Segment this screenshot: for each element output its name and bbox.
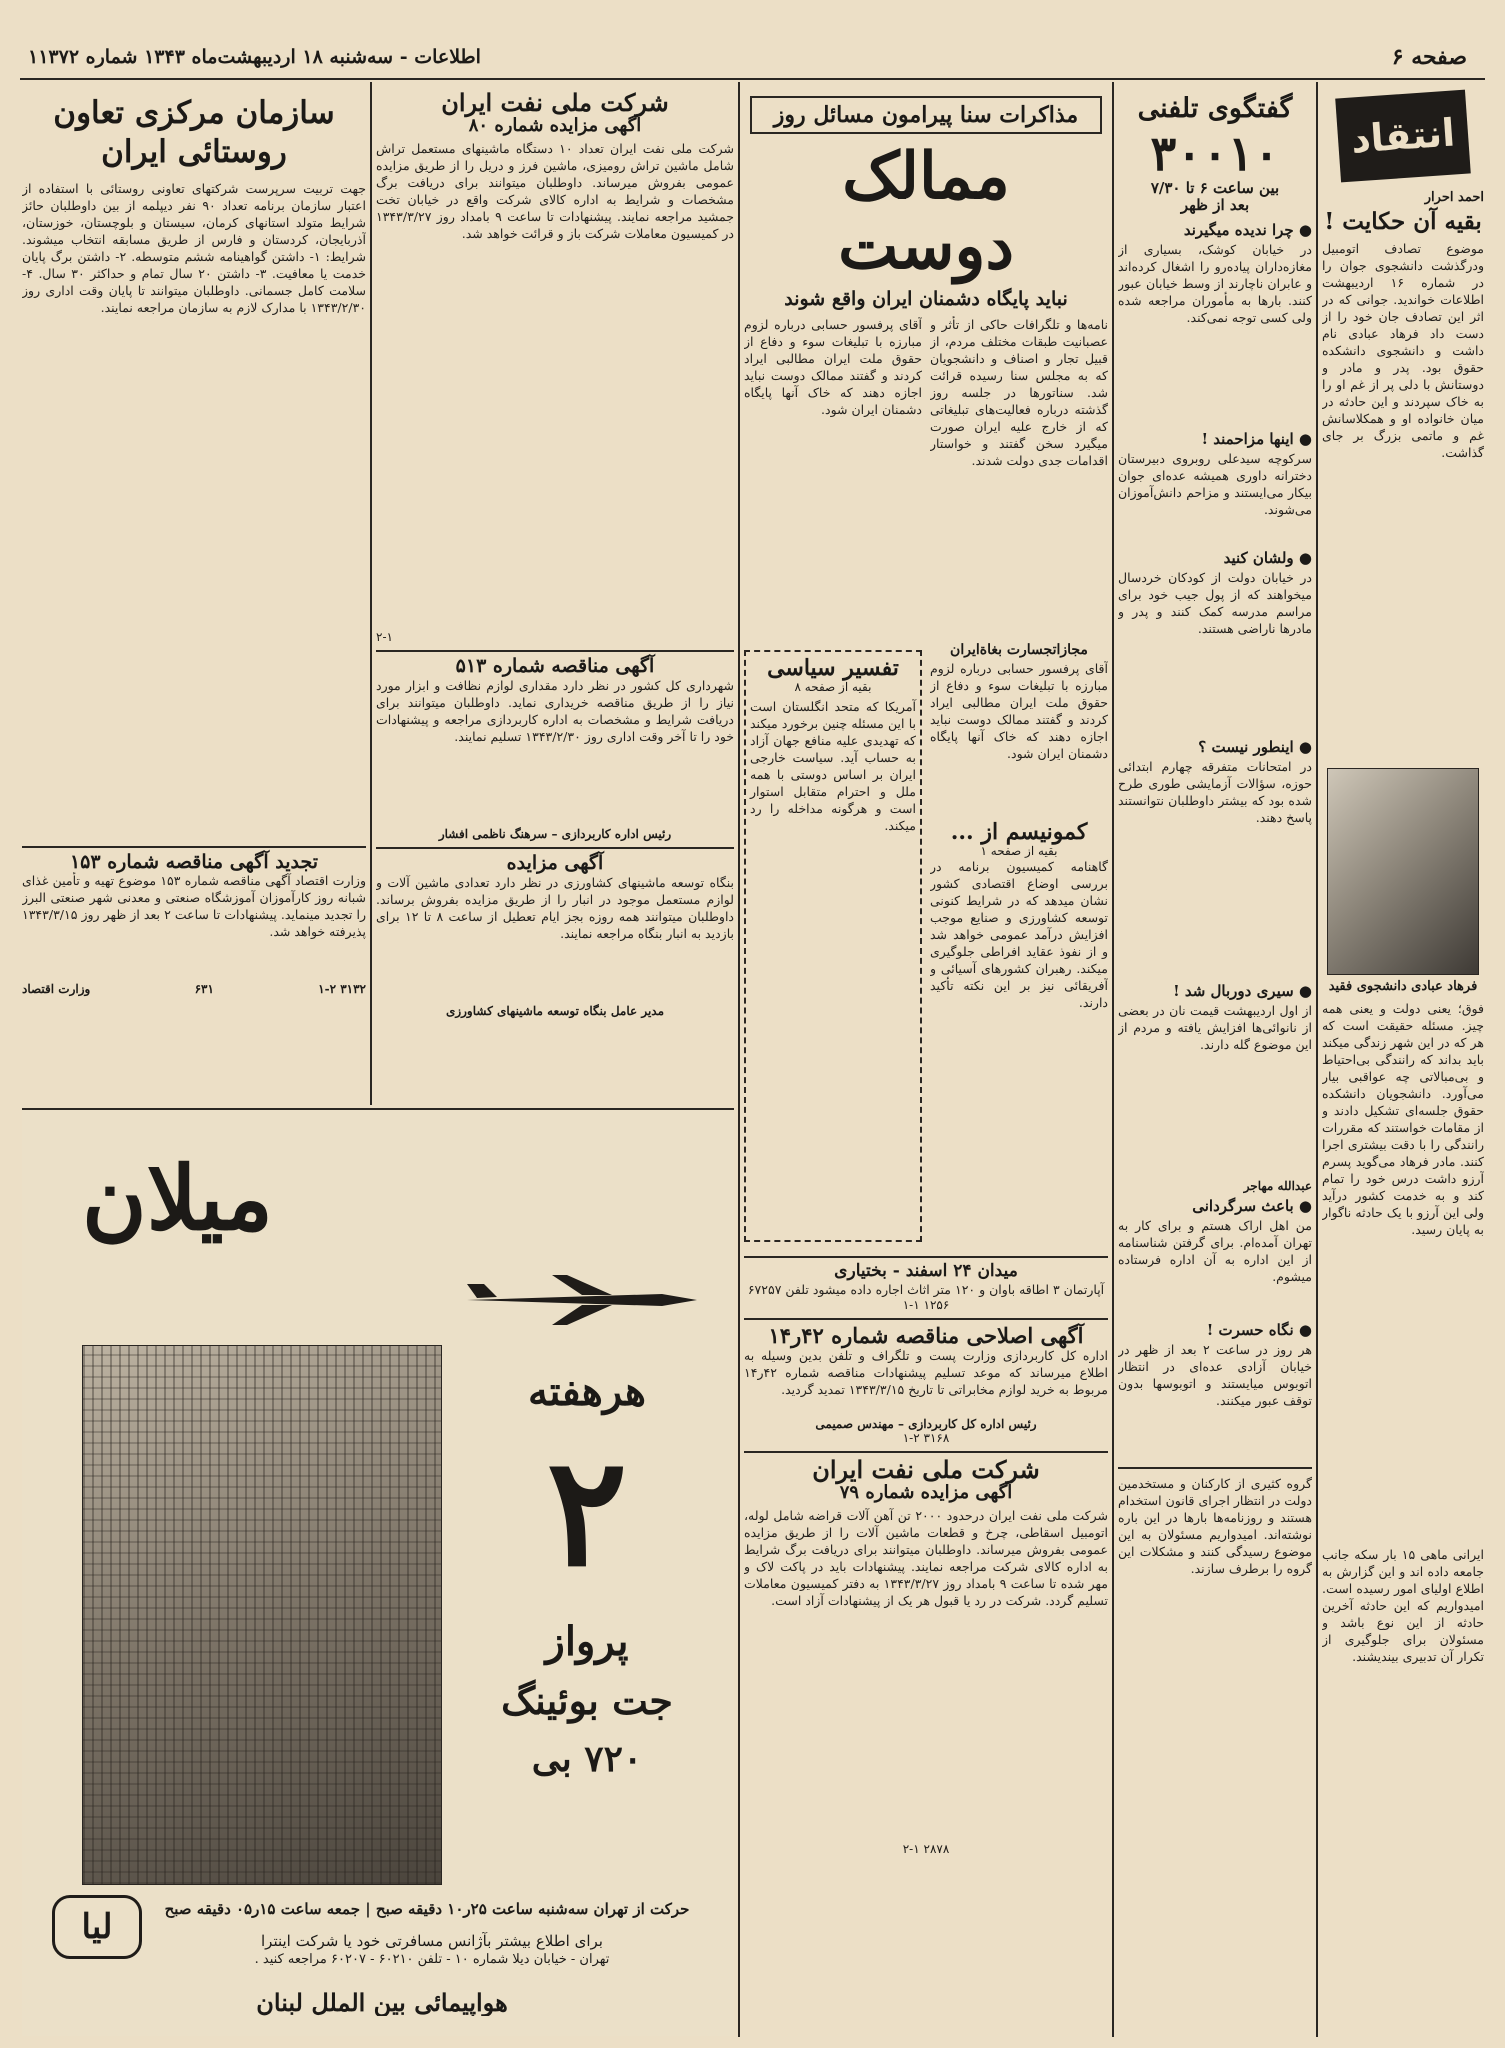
article-body-continued: فوق؛ یعنی دولت و یعنی همه چیز. مسئله حقیقت است که هر که در این شهر زندگی میکند باید بداند که رانندگی بی‌احتیاط و بی‌مبالاتی چه عواقبی بیار می‌آورد. دانشجویان دانشکده حقوق جلسه‌ای تشکیل دادند و از مقامات خواستند که مقررات رانندگی را با دقت بیشتری اجرا کنند. مادر فرهاد می‌گوید پسرم آرزو داشت درس خود را تمام کند و به خدمت کشور درآید ولی این آرزو با یک حادثه ناگوار به پایان رسید. — [1322, 1001, 1484, 1238]
tender-513-sign: رئیس اداره کاربردازی – سرهنگ ناظمی افشار — [438, 827, 672, 842]
column-critique — [1322, 86, 1484, 2036]
phone-item — [1118, 1321, 1312, 1461]
column-rule — [1316, 82, 1318, 2037]
signer: عبدالله مهاجر — [1243, 1179, 1312, 1194]
phone-item-text: در خیابان کوشک، بسیاری از مغازه‌داران پیاده‌رو را اشغال کرده‌اند و عابران ناچارند از وسط خیابان عبور کنند. بارها به مأموران مراجعه شده ولی کسی توجه نمی‌کند. — [1118, 242, 1312, 326]
airplane-icon — [462, 1270, 702, 1330]
phone-item-title: ● چرا ندیده میگیرند — [1183, 221, 1312, 240]
lia-logo — [52, 1895, 142, 1959]
tender-153-text: وزارت اقتصاد آگهی مناقصه شماره ۱۵۳ موضوع تهیه و تأمین غذای شبانه روز کارآموزان آموزشگاه صنعتی و معدنی شهر صنعتی البرز را تجدید مینماید. پیشنهادات تا ساعت ۲ بعد از ظهر روز ۱۳۴۳/۳/۱۵ پذیرفته خواهد شد. — [22, 873, 366, 940]
phone-item-title: ● ولشان کنید — [1223, 549, 1312, 568]
tender-153-code: ۳۱۳۲ ۱-۲ — [318, 982, 366, 997]
bottom-article: گروه کثیری از کارکنان و مستخدمین دولت در انتظار اجرای قانون استخدام هستند و روزنامه‌ها بارها در این باره نوشته‌اند. امیدواریم مسئولان به این موضوع رسیدگی کنند و مشکلات این گروه را برطرف سازند. — [1118, 1476, 1312, 1577]
phone-number: ۳۰۰۱۰ — [1150, 125, 1280, 182]
phone-item-text: در امتحانات متفرقه چهارم ابتدائی حوزه، سؤالات آزمایشی طوری طرح شده بود که بیشتر داوطلبان نتوانستند پاسخ دهند. — [1118, 759, 1312, 826]
senate-subhead: مجازاتجسارت بغاةایران — [950, 641, 1088, 658]
commentary-body: آمریکا که متحد انگلستان است با این مسئله چنین برخورد میکند که تهدیدی علیه منافع جهان آزاد به حساب آید. سیاست خارجی ایران بر اساس دوستی با همه ملل و احترام متقابل استوار است و هرگونه مداخله را رد میکند. — [750, 698, 916, 833]
ad-city: میلان — [82, 1146, 273, 1250]
ad-schedule: حرکت از تهران سه‌شنبه ساعت ۲۵ر۱۰ دقیقه صبح | جمعه ساعت ۱۵ر۰۵ دقیقه صبح — [164, 1900, 690, 1918]
phone-item-text: سرکوچه سیدعلی روبروی دبیرستان دخترانه داوری همیشه عده‌ای جوان بیکار می‌ایستند و مزاحم دانش‌آموزان می‌شوند. — [1118, 451, 1312, 518]
ad-model: ۷۲۰ بی — [531, 1738, 643, 1780]
communism-title: کمونیسم از ... — [950, 818, 1088, 845]
tender-153-code-2: ۶۳۱ — [194, 982, 214, 997]
divider — [376, 847, 734, 849]
critique-logo — [1335, 90, 1471, 183]
communism-body: گاهنامه کمیسیون برنامه در بررسی اوضاع اقتصادی کشور نشان میدهد که در شرایط کنونی توسعه کشاورزی و صنایع موجب افزایش درآمد عمومی خواهد شد و از نفوذ عقاید افراطی جلوگیری میکند. رهبران کشورهای آسیائی و آفریقائی نیز بر این نکته تأکید دارند. — [930, 858, 1108, 1010]
ad-plane: جت بوئینگ — [501, 1678, 673, 1723]
column-phone-talk — [1118, 86, 1312, 2036]
telecom-tender-code: ۳۱۶۸ ۱-۲ — [902, 1430, 950, 1445]
rent-ad-text: آپارتمان ۳ اطاقه باوان و ۱۲۰ متر اثاث اجاره داده میشود تلفن ۶۷۲۵۷ — [747, 1281, 1105, 1297]
senate-body-right: نامه‌ها و تلگرافات حاکی از تأثر و عصبانیت طبقات مختلف مردم، از قبیل تجار و اصناف و دانشجویان که به مجلس سنا رسیده قرائت شد. سناتورها در جلسه روز گذشته درباره فعالیت‌های تبلیغاتی که از خارج علیه ایران صورت میگیرد سخن گفتند و خواستار اقدامات جدی دولت شدند. — [930, 316, 1108, 468]
ad-flights: پرواز — [545, 1618, 629, 1665]
column-rule — [370, 82, 372, 1105]
phone-item — [1118, 1197, 1312, 1317]
telecom-tender-title: آگهی اصلاحی مناقصه شماره ۴۲ر۱۴ — [768, 1322, 1084, 1348]
nioc-80-sub: آگهی مزایده شماره ۸۰ — [468, 115, 642, 137]
senate-subtitle: نباید پایگاه دشمنان ایران واقع شوند — [784, 287, 1068, 310]
nioc-79-sub: آگهی مزایده شماره ۷۹ — [839, 1482, 1013, 1504]
nioc-79-code: ۲۸۷۸ ۲-۱ — [902, 1841, 950, 1856]
divider — [744, 1451, 1108, 1453]
lia-logo-text: لیا — [81, 1907, 113, 1947]
ad-number: ۲ — [546, 1424, 628, 1600]
tender-513-text: شهرداری کل کشور در نظر دارد مقداری لوازم نظافت و ابزار مورد نیاز را از طریق مناقصه خریداری نماید. داوطلبان میتوانند برای دریافت شرایط و مشخصات به اداره کاربردازی مراجعه و پیشنهادات خود را تا آخر وقت اداری روز ۱۳۴۳/۲/۳۰ تسلیم نمایند. — [376, 678, 734, 745]
auction-title: آگهی مزایده — [506, 852, 604, 875]
ad-airline: هواپیمائی بین الملل لبنان — [256, 1990, 508, 2017]
tender-153-title: تجدید آگهی مناقصه شماره ۱۵۳ — [69, 850, 319, 873]
phone-hours-2: بعد از ظهر — [1180, 195, 1250, 214]
nioc-79-text: شرکت ملی نفت ایران درحدود ۲۰۰۰ تن آهن آلات قراضه شامل لوله، اتومبیل اسقاطی، چرخ و قطعات ماشین آلات را از طریق مزایده عمومی بفروش میرساند. داوطلبان میتوانند برای دریافت برگ شرایط به اداره کالای شرکت مراجعه نمایند. پیشنهادات باید در پاکت لاک و مهر شده تا ساعت ۹ بامداد روز ۱۳۴۳/۳/۲۷ به دفتر کمیسیون معاملات تسلیم گردد. شرکت در رد یا قبول هر یک از پیشنهادات آزاد است. — [744, 1507, 1108, 1608]
cooperative-text: جهت تربیت سرپرست شرکتهای تعاونی روستائی با استفاده از اعتبار سازمان برنامه تعداد ۹۰ نفر دیپلمه از بین داوطلبان حائز شرایط متولد استانهای کرمان، سیستان و بلوچستان، خوزستان، آذربایجان، کردستان و فارس از طریق مسابقه انتخاب میشوند. شرایط: ۱- داشتن گواهینامه ششم متوسطه. ۲- داشتن برگ پایان خدمت یا معافیت. ۳- داشتن ۲۰ سال تمام و حداکثر ۳۰ سال. ۴- سلامت کامل جسمانی. داوطلبان میتوانند تا پایان وقت اداری روز ۱۳۴۳/۲/۳۰ با مدارک لازم به سازمان مراجعه نمایند. — [22, 180, 366, 315]
phone-item — [1118, 738, 1312, 978]
tender-513-title: آگهی مناقصه شماره ۵۱۳ — [455, 655, 655, 678]
column-cooperative — [22, 86, 366, 1106]
divider — [22, 846, 366, 848]
cooperative-title: سازمان مرکزی تعاون روستائی ایران — [53, 95, 335, 170]
phone-item-title: ● سیری دوربال شد ! — [1173, 982, 1312, 1001]
phone-item — [1118, 221, 1312, 426]
column-rule — [1112, 82, 1114, 2037]
divider — [1118, 1467, 1312, 1469]
divider — [744, 1256, 1108, 1258]
phone-item-title: ● اینها مزاحمند ! — [1201, 430, 1312, 449]
tender-153-footer — [22, 982, 366, 996]
commentary-title: تفسیر سیاسی — [767, 654, 899, 681]
rent-ad-code: ۱۲۵۶ ۱-۱ — [902, 1297, 950, 1312]
page-number: صفحه ۶ — [1391, 44, 1467, 70]
milan-flight-ad — [22, 1108, 734, 2036]
column-senate — [744, 86, 1108, 2036]
nioc-80-text: شرکت ملی نفت ایران تعداد ۱۰ دستگاه ماشینهای مستعمل تراش شامل ماشین تراش رومیزی، ماشین فرز و دریل را از طریق مزایده عمومی بفروش میرساند. داوطلبان میتوانند برای دریافت برگ مشخصات و شرایط به اداره کالای شرکت واقع در خیابان تخت جمشید مراجعه نمایند. پیشنهادات تا ساعت ۹ بامداد روز ۱۳۴۳/۳/۲۷ در کمیسیون معاملات شرکت باز و قرائت خواهد شد. — [376, 141, 734, 242]
milan-cathedral-photo — [82, 1345, 442, 1885]
divider — [744, 1318, 1108, 1320]
column-ads-middle — [376, 86, 734, 1106]
phone-section-title: گفتگوی تلفنی — [1137, 93, 1293, 124]
commentary-sub: بقیه از صفحه ۸ — [794, 679, 872, 694]
critique-logo-text: انتقاد — [1349, 110, 1457, 162]
rent-ad-title: میدان ۲۴ اسفند - بختیاری — [834, 1260, 1018, 1281]
senate-body-left: آقای پرفسور حسابی درباره لزوم مبارزه با تبلیغات سوء و دفاع از حقوق ملت ایران مطالبی ایراد کردند و گفتند ممالک دوست نباید اجازه دهند که خاک آنها پایگاه دشمنان ایران شود. — [744, 316, 922, 417]
header-rule — [20, 78, 1485, 80]
telecom-tender-sign: رئیس اداره کل کاربردازی – مهندس صمیمی — [815, 1416, 1037, 1431]
phone-item-title: ● نگاه حسرت ! — [1206, 1321, 1312, 1340]
phone-item-text: من اهل اراک هستم و برای کار به تهران آمده‌ام. برای گرفتن شناسنامه از این اداره به آن اداره فرستاده میشوم. — [1118, 1218, 1312, 1285]
phone-item — [1118, 549, 1312, 734]
photo-caption: فرهاد عبادی دانشجوی فقید — [1328, 979, 1478, 995]
auction-text: بنگاه توسعه ماشینهای کشاورزی در نظر دارد تعدادی ماشین آلات و لوازم مستعمل موجود در انبار را از طریق مزایده بفروش برساند. داوطلبان میتوانند همه روزه بجز ایام تعطیل از ساعت ۸ تا ۱۲ برای بازدید به انبار بنگاه مراجعه نمایند. — [376, 874, 734, 941]
ad-info: برای اطلاع بیشتر بآژانس مسافرتی خود یا شرکت اینترا — [261, 1932, 603, 1950]
divider — [376, 650, 734, 652]
senate-body-columns — [744, 316, 1108, 1248]
phone-item-title: ● اینطور نیست ؟ — [1198, 738, 1312, 757]
phone-item-text: از اول اردیبهشت قیمت نان در بعضی از نانوائی‌ها افزایش یافته و مردم از این موضوع گله دارند. — [1118, 1003, 1312, 1053]
phone-item-text: هر روز در ساعت ۲ بعد از ظهر در خیابان آزادی عده‌ای در انتظار اتوبوس میایستند و اتوبوسها بدون توقف عبور میکنند. — [1118, 1342, 1312, 1409]
phone-hours: بین ساعت ۶ تا ۷/۳۰ — [1150, 179, 1280, 198]
political-commentary-box — [744, 650, 922, 1242]
column-rule — [738, 82, 740, 2037]
telecom-tender-text: اداره کل کاربردازی وزارت پست و تلگراف و تلفن بدین وسیله به اطلاع میرساند که موعد تسلیم پیشنهادات مناقصه شماره ۴۲ر۱۴ مربوط به خرید لوازم مخابراتی تا تاریخ ۱۳۴۳/۳/۱۵ تمدید گردید. — [744, 1347, 1108, 1397]
dateline: اطلاعات - سه‌شنبه ۱۸ اردیبهشت‌ماه ۱۳۴۳ شماره ۱۱۳۷۲ — [28, 46, 481, 68]
article-body: موضوع تصادف اتومبیل ودرگذشت دانشجوی جوان را در شماره ۱۶ اردیبهشت اطلاعات خواندید. جوانی که در اثر این تصادف جان خود را از دست داد فرهاد عبادی نام داشت و دانشجوی دانشکده حقوق بود. پدر و مادر و دوستانش با دلی پر از غم او را به خاک سپردند و این حادثه در میان خانواده او و همکلاسانش غم و ماتمی بزرگ بر جای گذاشت. — [1322, 241, 1484, 461]
senate-banner: مذاکرات سنا پیرامون مسائل روز — [750, 96, 1102, 134]
ad-address: تهران - خیابان دیلا شماره ۱۰ - تلفن ۶۰۲۱۰ - ۶۰۲۰۷ مراجعه کنید . — [254, 1952, 610, 1967]
phone-item-text: در خیابان دولت از کودکان خردسال میخواهند که از پول جیب خود برای مراسم مدرسه کمک کنند و پدر و مادرها ناراضی هستند. — [1118, 570, 1312, 637]
auction-sign: مدیر عامل بنگاه توسعه ماشینهای کشاورزی — [445, 1003, 665, 1018]
article-body-end: ایرانی ماهی ۱۵ بار سکه جانب جامعه داده اند و این گزارش به اطلاع اولیای امور رسیده است. امیدواریم که این حادثه آخرین حادثه از این نوع باشد و مسئولان برای جلوگیری از تکرار آن تدبیری بیندیشند. — [1322, 1547, 1484, 1665]
nioc-80-title: شرکت ملی نفت ایران — [441, 88, 669, 117]
article-title: بقیه آن حکایت ! — [1324, 208, 1482, 235]
byline: احمد احرار — [1424, 190, 1484, 205]
senate-big-title: ممالک دوست — [838, 139, 1014, 285]
portrait-photo — [1327, 768, 1479, 975]
tender-153-sign: وزارت اقتصاد — [22, 982, 91, 997]
phone-item-title: ● باعث سرگردانی — [1192, 1197, 1312, 1216]
phone-item — [1118, 982, 1312, 1177]
nioc-79-title: شرکت ملی نفت ایران — [812, 1454, 1040, 1484]
ad-weekly: هرهفته — [527, 1368, 646, 1415]
communism-sub: بقیه از صفحه ۱ — [980, 843, 1058, 858]
phone-item — [1118, 430, 1312, 545]
nioc-80-code: ۲-۱ — [376, 630, 393, 645]
senate-body-right-2: آقای پرفسور حسابی درباره لزوم مبارزه با تبلیغات سوء و دفاع از حقوق ملت ایران مطالبی ایراد کردند و گفتند ممالک دوست نباید اجازه دهند که خاک آنها پایگاه دشمنان ایران شود. — [930, 660, 1108, 761]
